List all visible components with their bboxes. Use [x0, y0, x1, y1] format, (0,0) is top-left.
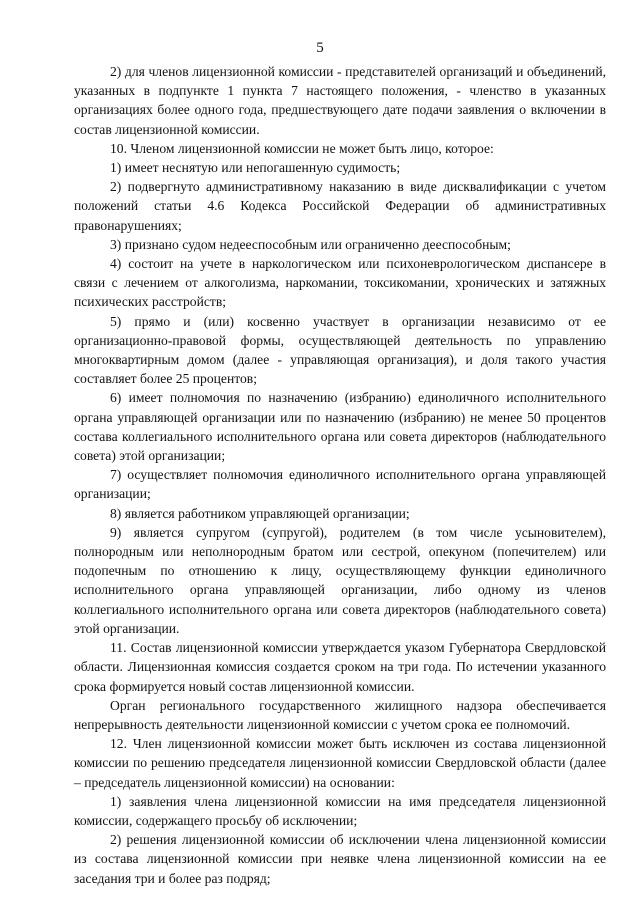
paragraph: 6) имеет полномочия по назначению (избранию) единоличного исполнительного органа управляющей организации или по назначению (избранию) не менее 50 процентов состава коллегиального исполнительного органа или совета директоров (наблюдательного совета) этой организации;	[74, 390, 606, 464]
paragraph: Орган регионального государственного жилищного надзора обеспечивается непрерывность деятельности лицензионной комиссии с учетом срока ее полномочий.	[74, 697, 606, 732]
paragraph: 9) является супругом (супругой), родителем (в том числе усыновителем), полнородным или неполнородным братом или сестрой, опекуном (попечителем) или подопечным по отношению к лицу, осуществляющему функции единоличного исполнительного органа управляющей организации, либо одному из членов коллегиального исполнительного органа или совета директоров (наблюдательного совета) этой организации.	[74, 524, 606, 636]
paragraph: 3) признано судом недееспособным или ограниченно дееспособным;	[110, 236, 511, 252]
paragraph: 2) для членов лицензионной комиссии - представителей организаций и объединений, указанных в подпункте 1 пункта 7 настоящего положения, - членство в указанных организациях более одного года, предшествующего дате подачи заявления о включении в состав лицензионной комиссии.	[74, 64, 606, 137]
paragraph: 1) заявления члена лицензионной комиссии на имя председателя лицензионной комиссии, содержащего просьбу об исключении;	[74, 793, 606, 828]
paragraph: 5) прямо и (или) косвенно участвует в организации независимо от ее организационно-правовой формы, осуществляющей деятельность по управлению многоквартирным домом (далее - управляющая организация), и доля такого участия составляет более 25 процентов;	[74, 313, 606, 387]
paragraph: 2) подвергнуто административному наказанию в виде дисквалификации с учетом положений статьи 4.6 Кодекса Российской Федерации об административных правонарушениях;	[74, 179, 606, 233]
paragraph: 11. Состав лицензионной комиссии утверждается указом Губернатора Свердловской области. Лицензионная комиссия создается сроком на три года. По истечении указанного срока формируется новый состав лицензионной комиссии.	[74, 640, 606, 694]
paragraph: 2) решения лицензионной комиссии об исключении члена лицензионной комиссии из состава лицензионной комиссии при неявке члена лицензионной комиссии на ее заседания три и более раз подряд;	[74, 832, 606, 886]
paragraph: 4) состоит на учете в наркологическом или психоневрологическом диспансере в связи с лечением от алкоголизма, наркомании, токсикомании, хронических и затяжных психических расстройств;	[74, 256, 606, 310]
paragraph: 10. Членом лицензионной комиссии не может быть лицо, которое:	[110, 140, 494, 156]
paragraph: 1) имеет неснятую или непогашенную судимость;	[110, 160, 401, 176]
paragraph: 12. Член лицензионной комиссии может быть исключен из состава лицензионной комиссии по решению председателя лицензионной комиссии Свердловской области (далее – председатель лицензионной комиссии) на основании:	[74, 736, 606, 790]
paragraph: 8) является работником управляющей организации;	[110, 505, 410, 521]
paragraph: 7) осуществляет полномочия единоличного исполнительного органа управляющей организации;	[74, 467, 606, 502]
document-body	[74, 62, 606, 888]
page-number: 5	[316, 40, 324, 56]
